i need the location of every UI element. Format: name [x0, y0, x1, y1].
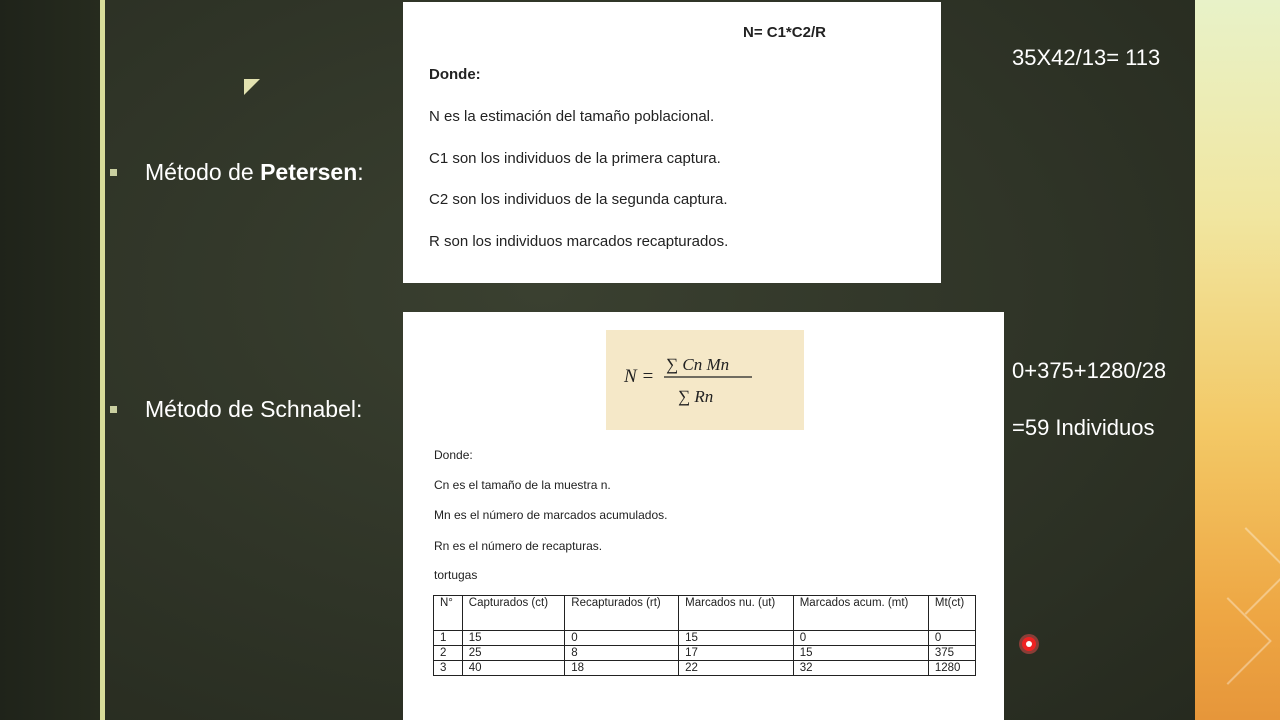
table-row — [434, 646, 976, 661]
table-cell: 18 — [565, 661, 679, 676]
petersen-donde: Donde: — [429, 66, 481, 83]
table-cell: 3 — [434, 661, 463, 676]
schnabel-label: Método de Schnabel: — [145, 396, 363, 422]
right-decorative-panel — [1195, 0, 1280, 720]
petersen-line: C2 son los individuos de la segunda captura. — [429, 191, 728, 208]
table-cell: 32 — [793, 661, 928, 676]
chevron-decoration-icon — [1202, 527, 1280, 615]
table-cell: 375 — [928, 646, 975, 661]
petersen-card — [403, 2, 941, 283]
petersen-line: N es la estimación del tamaño poblacional. — [429, 108, 715, 125]
schnabel-calculation: 0+375+1280/28 — [1012, 358, 1167, 383]
table-cell: 25 — [462, 646, 565, 661]
table-cell: 15 — [462, 631, 565, 646]
table-row — [434, 661, 976, 676]
column-header: Marcados nu. (ut) — [679, 596, 794, 631]
column-header: Capturados (ct) — [462, 596, 565, 631]
table-header-row — [434, 596, 976, 631]
left-margin-bar — [0, 0, 100, 720]
column-header: Marcados acum. (mt) — [793, 596, 928, 631]
schnabel-line: Mn es el número de marcados acumulados. — [434, 508, 668, 522]
petersen-calculation: 35X42/13= 113 — [1012, 45, 1161, 70]
table-cell: 1 — [434, 631, 463, 646]
column-header: N° — [434, 596, 463, 631]
formula-numerator: ∑ Cn Mn — [666, 355, 730, 374]
chevron-decoration-icon — [1184, 597, 1272, 685]
table-cell: 15 — [679, 631, 794, 646]
schnabel-formula-box — [606, 330, 804, 430]
schnabel-result: =59 Individuos — [1012, 415, 1155, 440]
table-row — [434, 631, 976, 646]
table-cell: 0 — [565, 631, 679, 646]
formula-denominator: ∑ Rn — [678, 387, 714, 406]
petersen-label-prefix: Método de — [145, 159, 261, 185]
table-cell: 8 — [565, 646, 679, 661]
petersen-line: R son los individuos marcados recapturados. — [429, 233, 729, 250]
table-cell: 1280 — [928, 661, 975, 676]
petersen-label-bold: Petersen — [260, 159, 358, 185]
schnabel-line: Cn es el tamaño de la muestra n. — [434, 478, 611, 492]
column-header: Mt(ct) — [928, 596, 975, 631]
schnabel-card — [403, 312, 1004, 720]
table-cell: 40 — [462, 661, 565, 676]
schnabel-line: Rn es el número de recapturas. — [434, 539, 603, 553]
table-cell: 15 — [793, 646, 928, 661]
table-cell: 0 — [928, 631, 975, 646]
schnabel-formula — [606, 330, 804, 430]
table-cell: 17 — [679, 646, 794, 661]
bullet-icon — [110, 406, 117, 413]
schnabel-donde: Donde: — [434, 448, 473, 462]
table-cell: 22 — [679, 661, 794, 676]
corner-triangle-icon — [244, 79, 260, 95]
formula-lhs: N = — [624, 366, 655, 387]
laser-pointer-icon — [1022, 637, 1036, 651]
bullet-icon — [110, 169, 117, 176]
table-cell: 2 — [434, 646, 463, 661]
schnabel-line: tortugas — [434, 568, 478, 582]
table-cell: 0 — [793, 631, 928, 646]
petersen-line: C1 son los individuos de la primera captura. — [429, 150, 721, 167]
petersen-formula: N= C1*C2/R — [743, 24, 826, 41]
petersen-label-suffix: : — [357, 159, 364, 185]
captures-table — [433, 595, 976, 676]
petersen-label — [145, 159, 364, 186]
column-header: Recapturados (rt) — [565, 596, 679, 631]
